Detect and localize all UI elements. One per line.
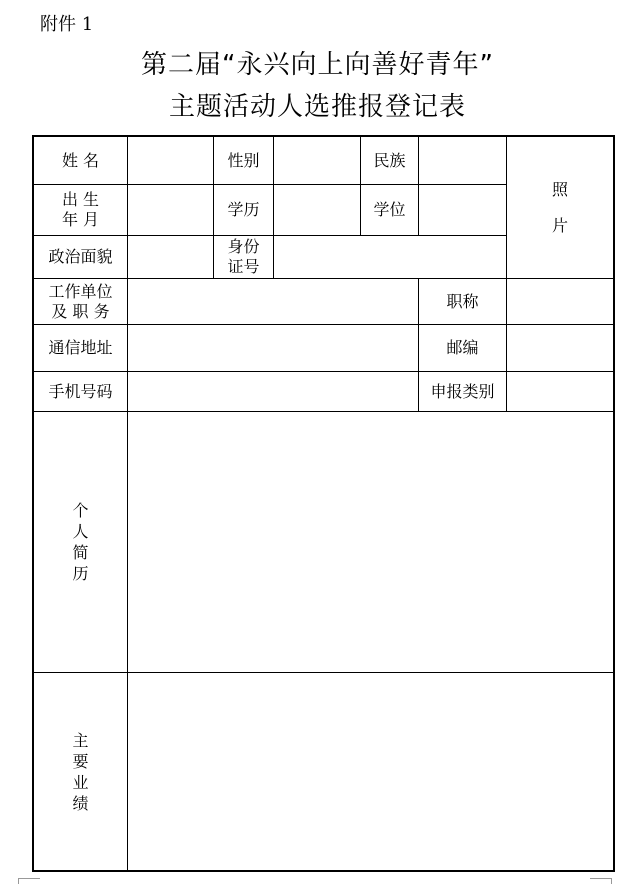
field-name[interactable]: [128, 137, 214, 185]
label-degree: 学位: [361, 185, 419, 236]
field-birth-date[interactable]: [128, 185, 214, 236]
label-birth-date: 出 生 年 月: [34, 185, 128, 236]
field-degree[interactable]: [419, 185, 507, 236]
label-work-unit: 工作单位 及 职 务: [34, 279, 128, 325]
page-corner-mark-right: [590, 878, 612, 884]
attachment-label: 附件 1: [40, 14, 94, 35]
registration-form-table: [32, 135, 615, 872]
field-gender[interactable]: [274, 137, 361, 185]
label-address: 通信地址: [34, 325, 128, 372]
field-mobile[interactable]: [128, 372, 419, 412]
label-gender: 性别: [214, 137, 274, 185]
field-application-category[interactable]: [507, 372, 613, 412]
field-political-status[interactable]: [128, 236, 214, 279]
field-postcode[interactable]: [507, 325, 613, 372]
form-title-line2: 主题活动人选推报登记表: [168, 92, 466, 122]
label-mobile: 手机号码: [34, 372, 128, 412]
field-ethnicity[interactable]: [419, 137, 507, 185]
label-education: 学历: [214, 185, 274, 236]
label-id-number: 身份 证号: [214, 236, 274, 279]
label-political-status: 政治面貌: [34, 236, 128, 279]
label-personal-resume: 个 人 简 历: [34, 412, 128, 673]
page-corner-mark-left: [18, 878, 40, 884]
label-name: 姓 名: [34, 137, 128, 185]
label-professional-title: 职称: [419, 279, 507, 325]
field-personal-resume[interactable]: [128, 412, 613, 673]
field-education[interactable]: [274, 185, 361, 236]
form-title-line1: 第二届“永兴向上向善好青年”: [141, 50, 494, 80]
field-professional-title[interactable]: [507, 279, 613, 325]
field-id-number[interactable]: [274, 236, 507, 279]
field-work-unit[interactable]: [128, 279, 419, 325]
field-main-achievements[interactable]: [128, 673, 613, 870]
label-main-achievements: 主 要 业 绩: [34, 673, 128, 870]
photo-box[interactable]: 照 片: [507, 137, 613, 279]
label-postcode: 邮编: [419, 325, 507, 372]
label-application-category: 申报类别: [419, 372, 507, 412]
label-ethnicity: 民族: [361, 137, 419, 185]
field-address[interactable]: [128, 325, 419, 372]
